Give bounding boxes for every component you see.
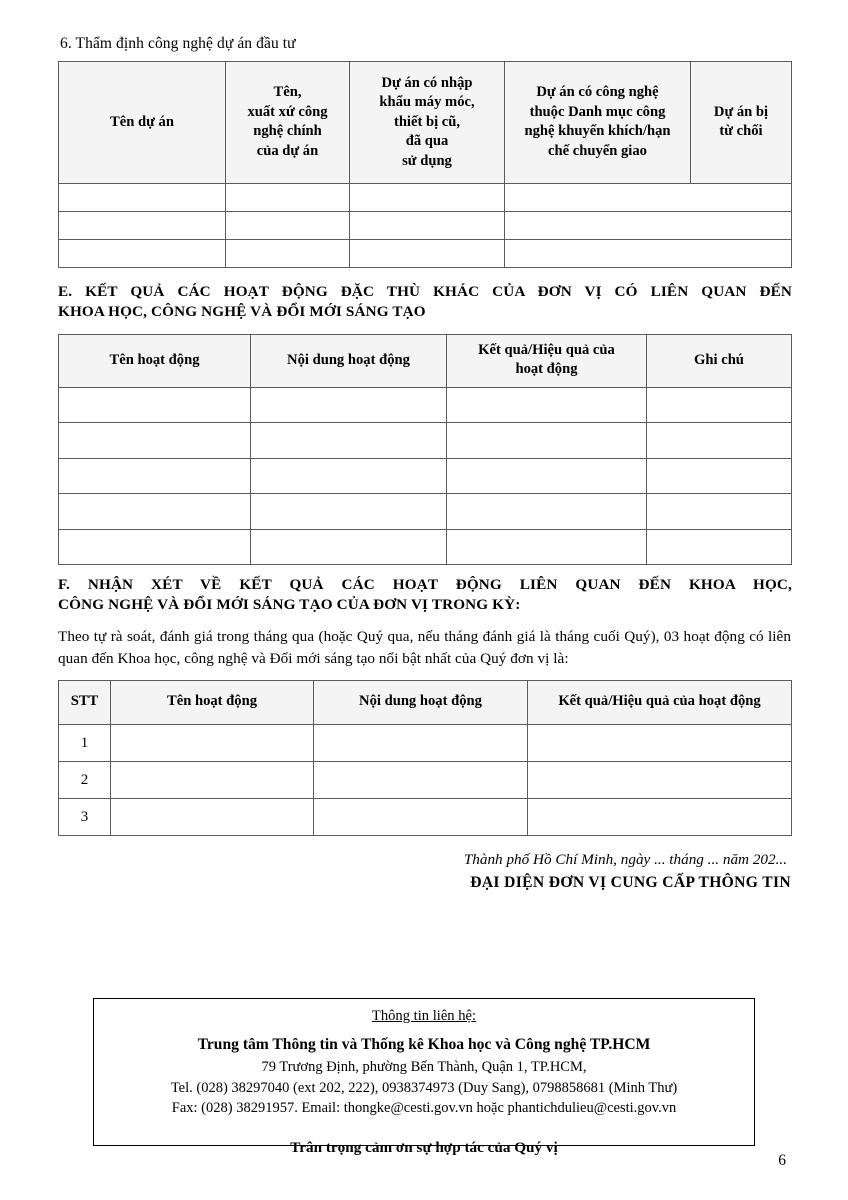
other-activities-table [58, 334, 792, 566]
header-line: Nội dung hoạt động [287, 351, 410, 368]
header-line: thiết bị cũ, [393, 113, 461, 130]
section-f-heading-line2: CÔNG NGHỆ VÀ ĐỔI MỚI SÁNG TẠO CỦA ĐƠN VỊ TRONG KỲ: [58, 596, 521, 614]
contact-info-title: Thông tin liên hệ: [371, 1008, 477, 1024]
cell-activity-result[interactable] [528, 762, 792, 799]
cell-stt: 3 [59, 799, 111, 836]
cell-activity-name[interactable] [111, 799, 314, 836]
table-row [59, 529, 792, 565]
contact-address: 79 Trương Định, phường Bến Thành, Quận 1, TP.HCM, [261, 1059, 587, 1076]
cell-used-machinery-import[interactable] [350, 184, 505, 212]
cell-activity-name[interactable] [59, 423, 251, 459]
section-f-paragraph: Theo tự rà soát, đánh giá trong tháng qua (hoặc Quý qua, nếu tháng đánh giá là tháng cuối Quý), 03 hoạt động có liên quan đến Khoa học, công nghệ và Đổi mới sáng tạo nổi bật nhất của Quý đơn vị là: [58, 627, 791, 667]
cell-activity-content[interactable] [251, 494, 447, 530]
cell-technology-origin[interactable] [226, 240, 350, 268]
contact-info-box [93, 998, 755, 1156]
cell-technology-list-and-rejected[interactable] [505, 184, 792, 212]
header-line: sử dụng [402, 152, 452, 169]
cell-activity-name[interactable] [59, 529, 251, 565]
page-number: 6 [778, 1152, 786, 1169]
column-header-project-name [59, 62, 226, 184]
signature-date-line: Thành phố Hồ Chí Minh, ngày ... tháng ... năm 202... [463, 851, 787, 869]
header-line: khẩu máy móc, [379, 94, 475, 111]
header-line: Dự án bị [713, 103, 769, 120]
header-line: xuất xứ công [247, 103, 328, 120]
cell-technology-origin[interactable] [226, 212, 350, 240]
column-header-encouraged-restricted-technology [505, 62, 691, 184]
cell-project-name[interactable] [59, 184, 226, 212]
cell-activity-result[interactable] [447, 494, 647, 530]
contact-thanks-note: Trân trọng cảm ơn sự hợp tác của Quý vị [290, 1138, 558, 1156]
technology-appraisal-table [58, 61, 792, 268]
cell-activity-result[interactable] [528, 799, 792, 836]
cell-activity-result[interactable] [447, 423, 647, 459]
contact-phone: Tel. (028) 38297040 (ext 202, 222), 0938374973 (Duy Sang), 0798858681 (Minh Thư) [170, 1079, 678, 1096]
header-line: Tên hoạt động [109, 351, 200, 368]
header-line: Kết quả/Hiệu quả của [478, 341, 615, 358]
table-row [59, 184, 792, 212]
cell-stt: 2 [59, 762, 111, 799]
cell-used-machinery-import[interactable] [350, 240, 505, 268]
cell-activity-content[interactable] [251, 458, 447, 494]
cell-activity-content[interactable] [314, 762, 528, 799]
cell-activity-result[interactable] [447, 458, 647, 494]
cell-activity-result[interactable] [447, 387, 647, 423]
cell-activity-content[interactable] [314, 799, 528, 836]
table-row [59, 494, 792, 530]
section-6-heading: 6. Thẩm định công nghệ dự án đầu tư [60, 35, 296, 52]
header-line: hoạt động [515, 361, 578, 378]
header-line: đã qua [405, 133, 449, 150]
signature-title: ĐẠI DIỆN ĐƠN VỊ CUNG CẤP THÔNG TIN [470, 873, 791, 891]
cell-activity-content[interactable] [251, 423, 447, 459]
section-e-heading-line2: KHOA HỌC, CÔNG NGHỆ VÀ ĐỔI MỚI SÁNG TẠO [58, 303, 426, 321]
table-header-row [59, 62, 792, 184]
column-header-activity-name [111, 681, 314, 725]
header-line: thuộc Danh mục công [529, 103, 666, 120]
cell-used-machinery-import[interactable] [350, 212, 505, 240]
cell-activity-name[interactable] [59, 458, 251, 494]
column-header-used-machinery-import [350, 62, 505, 184]
column-header-notes [647, 334, 792, 387]
section-e-heading-line1: E. KẾT QUẢ CÁC HOẠT ĐỘNG ĐẶC THÙ KHÁC CỦA ĐƠN VỊ CÓ LIÊN QUAN ĐẾN [58, 283, 792, 301]
cell-project-name[interactable] [59, 212, 226, 240]
column-header-technology-origin [226, 62, 350, 184]
header-line: chế chuyển giao [548, 142, 647, 159]
signature-block [58, 849, 791, 894]
section-f-heading [58, 575, 792, 615]
table-row [59, 458, 792, 494]
header-line: Kết quả/Hiệu quả của hoạt động [558, 693, 761, 710]
column-header-activity-result [528, 681, 792, 725]
cell-notes[interactable] [647, 423, 792, 459]
table-row [59, 212, 792, 240]
header-line: Tên hoạt động [166, 693, 258, 710]
table-row [59, 725, 792, 762]
header-line: của dự án [256, 142, 319, 159]
table-row [59, 387, 792, 423]
header-line: STT [70, 693, 99, 710]
section-e-heading [58, 282, 792, 322]
cell-notes[interactable] [647, 529, 792, 565]
cell-activity-result[interactable] [528, 725, 792, 762]
cell-activity-name[interactable] [111, 725, 314, 762]
cell-technology-list-and-rejected[interactable] [505, 240, 792, 268]
column-header-rejected-project [691, 62, 792, 184]
table-row [59, 799, 792, 836]
cell-technology-origin[interactable] [226, 184, 350, 212]
table-row [59, 240, 792, 268]
cell-activity-name[interactable] [59, 494, 251, 530]
table-row [59, 762, 792, 799]
contact-fax-email: Fax: (028) 38291957. Email: thongke@cesti.gov.vn hoặc phantichdulieu@cesti.gov.vn [171, 1100, 677, 1117]
cell-activity-content[interactable] [251, 529, 447, 565]
column-header-activity-content [314, 681, 528, 725]
cell-activity-content[interactable] [314, 725, 528, 762]
header-line: nghệ chính [253, 123, 322, 140]
table-header-row [59, 334, 792, 387]
header-line: Dự án có công nghệ [536, 84, 659, 101]
header-line: Nội dung hoạt động [359, 693, 482, 710]
column-header-activity-name [59, 334, 251, 387]
section-f-heading-line1: F. NHẬN XÉT VỀ KẾT QUẢ CÁC HOẠT ĐỘNG LIÊN QUAN ĐẾN KHOA HỌC, [58, 576, 792, 594]
header-line: Tên, [273, 84, 302, 101]
cell-activity-result[interactable] [447, 529, 647, 565]
cell-notes[interactable] [647, 494, 792, 530]
header-line: Tên dự án [110, 113, 174, 130]
column-header-stt [59, 681, 111, 725]
header-line: từ chối [719, 123, 763, 140]
header-line: Ghi chú [694, 351, 744, 368]
table-header-row [59, 681, 792, 725]
cell-stt: 1 [59, 725, 111, 762]
contact-organization-name: Trung tâm Thông tin và Thống kê Khoa học và Công nghệ TP.HCM [197, 1035, 651, 1053]
header-line: nghệ khuyến khích/hạn [524, 123, 671, 140]
header-line: Dự án có nhập [381, 74, 473, 91]
top-activities-table [58, 680, 792, 836]
cell-activity-content[interactable] [251, 387, 447, 423]
table-row [59, 423, 792, 459]
column-header-activity-result [447, 334, 647, 387]
column-header-activity-content [251, 334, 447, 387]
cell-activity-name[interactable] [111, 762, 314, 799]
cell-project-name[interactable] [59, 240, 226, 268]
cell-activity-name[interactable] [59, 387, 251, 423]
cell-notes[interactable] [647, 458, 792, 494]
cell-notes[interactable] [647, 387, 792, 423]
cell-technology-list-and-rejected[interactable] [505, 212, 792, 240]
